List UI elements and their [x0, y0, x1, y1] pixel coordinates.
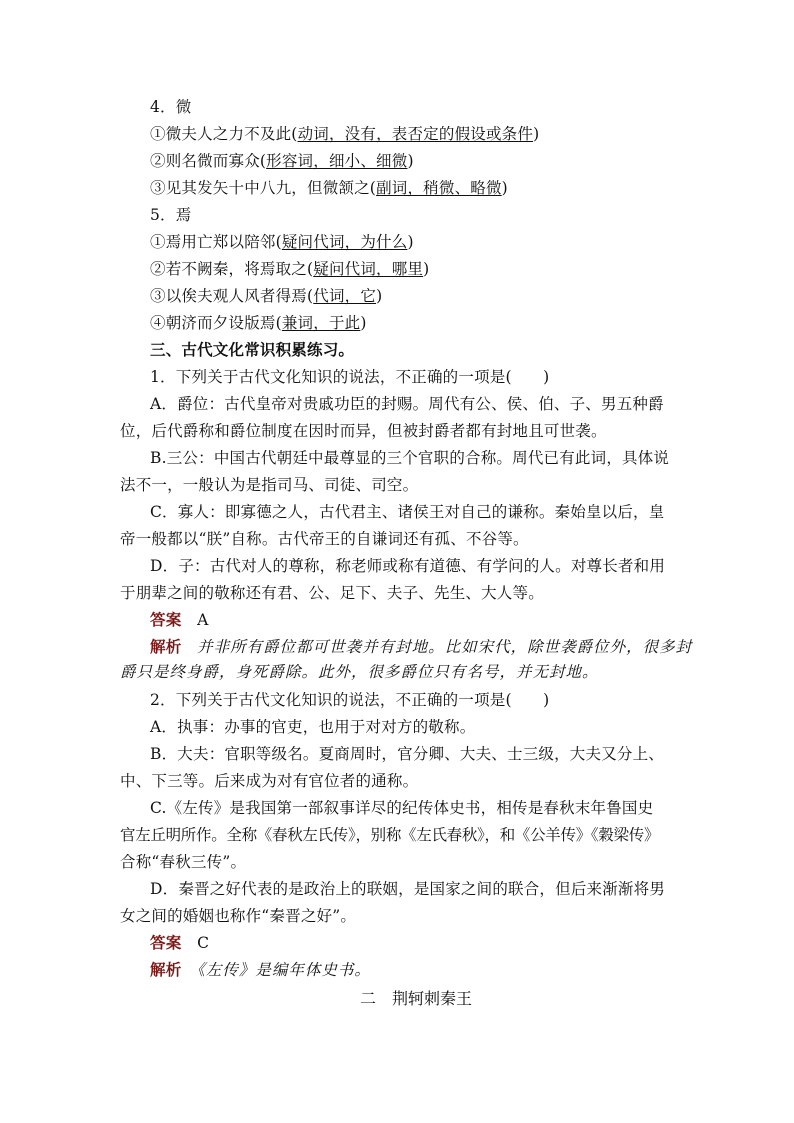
- option-text: D．秦晋之好代表的是政治上的联姻，是国家之间的联合，但后来渐渐将男: [150, 880, 666, 898]
- next-section-title: 二 荆轲刺秦王: [360, 989, 473, 1008]
- example-line: [150, 150, 414, 172]
- paren-close: ): [360, 314, 367, 332]
- option-text: 合称“春秋三传”。: [120, 853, 247, 871]
- answer-value: A: [197, 611, 209, 629]
- paren-close: ): [423, 260, 430, 278]
- explanation-text: 《左传》是编年体史书。: [197, 962, 371, 979]
- explanation-line: [150, 959, 371, 982]
- annotation-underlined: 疑问代词，哪里: [313, 260, 424, 278]
- example-line: [150, 177, 508, 199]
- annotation-underlined: 疑问代词，为什么: [281, 233, 408, 251]
- item-heading-wei: [150, 96, 191, 118]
- explanation-label: 解析: [150, 961, 182, 979]
- paren-close: ): [376, 287, 383, 305]
- answer-line: [150, 609, 209, 631]
- option-text: A．执事：办事的官吏，也用于对对方的敬称。: [150, 718, 476, 736]
- option-text: 女之间的婚姻也称作“秦晋之好”。: [120, 907, 357, 925]
- example-line: [150, 312, 367, 334]
- option-text: 中、下三等。后来成为对有官位者的通称。: [120, 772, 419, 790]
- annotation-underlined: 动词，没有，表否定的假设或条件: [297, 125, 534, 143]
- explanation-text: 并非所有爵位都可世袭并有封地。比如宋代，除世袭爵位外，很多封: [197, 639, 693, 656]
- paren-close: ): [533, 125, 540, 143]
- example-line: [150, 285, 382, 307]
- answer-label: 答案: [150, 934, 182, 952]
- paren-close: ): [501, 179, 508, 197]
- example-text: ①焉用亡郑以陪邻(: [150, 233, 282, 251]
- section-heading: 三、古代文化常识积累练习。: [150, 341, 355, 359]
- explanation-line: [150, 636, 692, 659]
- option-text: 法不一，一般认为是指司马、司徒、司空。: [120, 476, 419, 494]
- option-text: A．爵位：古代皇帝对贵戚功臣的封赐。周代有公、侯、伯、子、男五种爵: [150, 395, 664, 413]
- question-stem: 2．下列关于古代文化知识的说法，不正确的一项是( ): [150, 691, 550, 709]
- answer-label: 答案: [150, 611, 182, 629]
- option-text: B.三公：中国古代朝廷中最尊显的三个官职的合称。周代已有此词，具体说: [150, 449, 670, 467]
- paren-close: ): [407, 233, 414, 251]
- option-text: B．大夫：官职等级名。夏商周时，官分卿、大夫、士三级，大夫又分上、: [150, 745, 664, 763]
- question-stem: 1．下列关于古代文化知识的说法，不正确的一项是( ): [150, 368, 550, 386]
- option-text: 官左丘明所作。全称《春秋左氏传》，别称《左氏春秋》，和《公羊传》《穀梁传》: [120, 826, 660, 844]
- paren-close: ): [407, 152, 414, 170]
- example-text: ①微夫人之力不及此(: [150, 125, 298, 143]
- example-text: ④朝济而夕设版焉(: [150, 314, 282, 332]
- explanation-text: 爵只是终身爵，身死爵除。此外，很多爵位只有名号，并无封地。: [120, 664, 599, 681]
- option-text: 位，后代爵称和爵位制度在因时而异，但被封爵者都有封地且可世袭。: [120, 422, 607, 440]
- answer-line: [150, 932, 209, 954]
- example-text: ②若不阙秦，将焉取之(: [150, 260, 314, 278]
- option-text: 帝一般都以“朕”自称。古代帝王的自谦词还有孤、不谷等。: [120, 530, 529, 548]
- option-text: D．子：古代对人的尊称，称老师或称有道德、有学问的人。对尊长者和用: [150, 557, 666, 575]
- annotation-underlined: 形容词，细小、细微: [266, 152, 408, 170]
- example-line: [150, 258, 429, 280]
- option-text: 于朋辈之间的敬称还有君、公、足下、夫子、先生、大人等。: [120, 584, 544, 602]
- annotation-underlined: 副词，稍微、略微: [376, 179, 502, 197]
- example-line: [150, 231, 414, 253]
- example-text: ③见其发矢十中八九，但微颔之(: [150, 179, 377, 197]
- item-heading-yan: [150, 204, 191, 226]
- example-text: ③以俟夫观人风者得焉(: [150, 287, 314, 305]
- heading-text: 5．焉: [150, 206, 192, 224]
- example-text: ②则名微而寡众(: [150, 152, 267, 170]
- option-text: C.《左传》是我国第一部叙事详尽的纪传体史书，相传是春秋末年鲁国史: [150, 799, 654, 817]
- answer-value: C: [197, 934, 210, 952]
- annotation-underlined: 代词，它: [313, 287, 377, 305]
- option-text: C．寡人：即寡德之人，古代君主、诸侯王对自己的谦称。秦始皇以后，皇: [150, 503, 665, 521]
- heading-text: 4．微: [150, 98, 192, 116]
- explanation-label: 解析: [150, 638, 182, 656]
- annotation-underlined: 兼词，于此: [281, 314, 361, 332]
- example-line: [150, 123, 539, 145]
